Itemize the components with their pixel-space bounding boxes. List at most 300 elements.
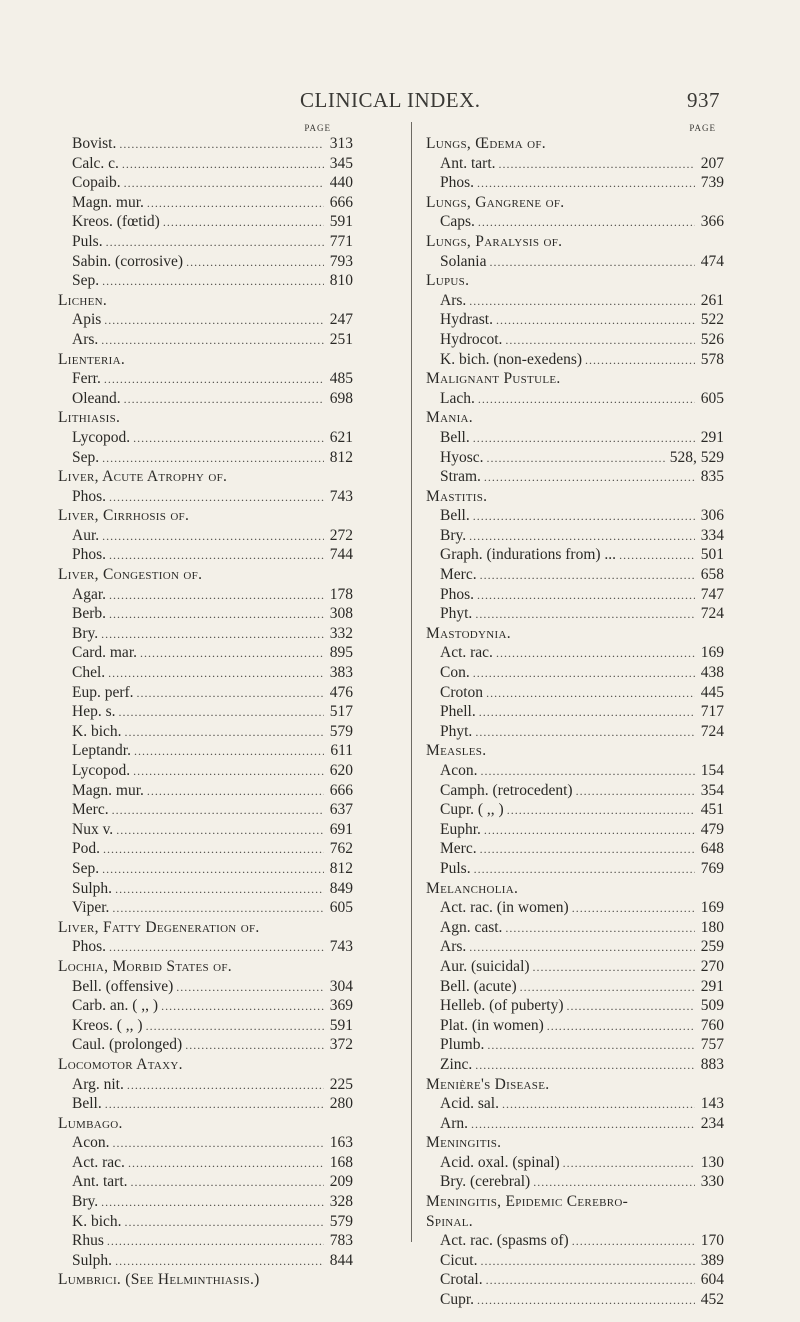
dot-leader	[109, 586, 324, 606]
page-ref: 691	[329, 820, 353, 838]
index-entry	[58, 134, 353, 154]
index-heading: Lochia, Morbid States of.	[58, 957, 232, 975]
remedy-name: Zinc.	[440, 1055, 473, 1073]
page-ref: 883	[700, 1055, 724, 1073]
dot-leader	[505, 331, 695, 351]
index-entry	[426, 1290, 724, 1310]
dot-leader	[475, 605, 695, 625]
dot-leader	[477, 1291, 695, 1311]
index-entry	[426, 526, 724, 546]
remedy-name: Chel.	[72, 664, 106, 682]
dot-leader	[186, 253, 324, 273]
remedy-name: Ars.	[440, 938, 467, 956]
index-entry	[58, 937, 353, 957]
dot-leader	[133, 429, 324, 449]
index-heading: Lungs, Gangrene of.	[426, 193, 565, 211]
remedy-name: Acon.	[440, 762, 478, 779]
dot-leader	[161, 997, 324, 1017]
remedy-name: Berb.	[72, 605, 107, 623]
dot-leader	[480, 1252, 695, 1272]
index-heading: Menière's Disease.	[426, 1075, 550, 1093]
index-entry	[58, 487, 353, 507]
page-ref: 366	[700, 213, 724, 231]
index-heading: Mastitis.	[426, 487, 488, 505]
page-ref: 168	[329, 1153, 353, 1171]
index-entry	[426, 1094, 724, 1114]
page-ref: 345	[329, 154, 353, 172]
dot-leader	[477, 586, 695, 606]
dot-leader	[490, 253, 696, 273]
index-entry	[58, 428, 353, 448]
page-ref: 771	[329, 232, 353, 250]
page-ref: 620	[329, 762, 353, 779]
left-column	[58, 122, 353, 1290]
index-entry	[58, 859, 353, 879]
dot-leader	[102, 527, 324, 547]
index-heading: Measles.	[426, 742, 487, 760]
page-ref: 812	[329, 448, 353, 466]
index-entry	[58, 310, 353, 330]
dot-leader	[133, 762, 324, 782]
remedy-name: Plumb.	[440, 1036, 485, 1054]
remedy-name: Caul. (prolonged)	[72, 1036, 183, 1054]
page-ref: 180	[700, 918, 724, 936]
index-entry	[426, 467, 724, 487]
page-column-label: PAGE	[689, 123, 716, 133]
remedy-name: Nux v.	[72, 820, 114, 838]
page-ref: 760	[700, 1016, 724, 1034]
index-entry	[58, 761, 353, 781]
index-entry	[58, 173, 353, 193]
remedy-name: Ferr.	[72, 370, 101, 388]
index-entry	[58, 1251, 353, 1271]
page-ref: 578	[700, 350, 724, 368]
dot-leader	[480, 840, 695, 860]
right-column	[411, 122, 724, 1309]
index-heading: Liver, Cirrhosis of.	[58, 507, 190, 525]
page-ref: 452	[700, 1291, 724, 1309]
remedy-name: Bell.	[440, 507, 470, 525]
dot-leader	[486, 684, 695, 704]
page-ref: 369	[329, 997, 353, 1015]
remedy-name: Hydrocot.	[440, 330, 503, 348]
remedy-name: Bovist.	[72, 135, 117, 152]
dot-leader	[107, 1232, 324, 1252]
dot-leader	[479, 703, 695, 723]
page-column-label: PAGE	[304, 123, 331, 133]
dot-leader	[116, 821, 324, 841]
dot-leader	[486, 449, 666, 469]
remedy-name: Bry. (cerebral)	[440, 1173, 531, 1191]
index-entry	[426, 310, 724, 330]
remedy-name: Hydrast.	[440, 311, 493, 329]
page-ref: 762	[329, 840, 353, 858]
remedy-name: Bell.	[440, 428, 470, 446]
dot-leader	[109, 546, 324, 566]
index-entry	[426, 781, 724, 801]
index-entry	[58, 702, 353, 722]
remedy-name: Graph. (indurations from) ...	[440, 546, 617, 564]
remedy-name: Crotal.	[440, 1271, 483, 1289]
index-entry	[58, 232, 353, 252]
remedy-name: Phyt.	[440, 605, 473, 623]
remedy-name: Arn.	[440, 1114, 468, 1132]
index-entry	[58, 526, 353, 546]
page-ref: 637	[329, 801, 353, 819]
index-entry	[58, 977, 353, 997]
dot-leader	[547, 1017, 695, 1037]
remedy-name: Agar.	[72, 585, 107, 603]
page-ref: 234	[700, 1114, 724, 1132]
remedy-name: Acon.	[72, 1134, 110, 1152]
dot-leader	[102, 860, 324, 880]
page-ref: 251	[329, 330, 353, 348]
dot-leader	[475, 723, 695, 743]
remedy-name: Oleand.	[72, 389, 121, 407]
remedy-name: Aur. (suicidal)	[440, 957, 530, 975]
index-entry	[58, 1172, 353, 1192]
dot-leader	[475, 1056, 695, 1076]
index-entry	[426, 663, 724, 683]
dot-leader	[131, 1173, 324, 1193]
page-ref: 163	[329, 1134, 353, 1152]
index-entry	[58, 624, 353, 644]
index-entry	[426, 918, 724, 938]
dot-leader	[104, 370, 324, 390]
page-ref: 509	[700, 997, 724, 1015]
index-entry	[58, 1231, 353, 1251]
dot-leader	[520, 978, 695, 998]
dot-leader	[469, 527, 695, 547]
remedy-name: Caps.	[440, 213, 475, 231]
page-ref: 474	[700, 252, 724, 270]
page-ref: 169	[700, 899, 724, 917]
dot-leader	[108, 664, 324, 684]
page-ref: 330	[700, 1173, 724, 1191]
index-entry	[58, 722, 353, 742]
page-ref: 744	[329, 546, 353, 564]
index-entry	[58, 604, 353, 624]
dot-leader	[185, 1036, 324, 1056]
dot-leader	[104, 311, 324, 331]
dot-leader	[147, 782, 324, 802]
page-ref: 517	[329, 703, 353, 721]
remedy-name: Helleb. (of puberty)	[440, 997, 564, 1015]
remedy-name: Bry.	[440, 526, 467, 544]
index-entry	[58, 1035, 353, 1055]
remedy-name: Aur.	[72, 526, 100, 544]
index-heading: Meningitis, Epidemic Cerebro-	[426, 1193, 629, 1211]
dot-leader	[124, 174, 324, 194]
index-heading: Meningitis.	[426, 1134, 502, 1152]
page-ref: 170	[700, 1232, 724, 1250]
page-ref: 259	[700, 938, 724, 956]
index-entry	[426, 643, 724, 663]
dot-leader	[140, 644, 324, 664]
index-entry	[426, 839, 724, 859]
page-ref: 154	[700, 762, 724, 779]
dot-leader	[502, 1095, 695, 1115]
page-ref: 621	[329, 428, 353, 446]
page-ref: 810	[329, 272, 353, 290]
page-ref: 479	[700, 820, 724, 838]
dot-leader	[125, 1213, 324, 1233]
dot-leader	[163, 213, 324, 233]
remedy-name: Camph. (retrocedent)	[440, 781, 573, 799]
page-ref: 528, 529	[669, 448, 724, 466]
remedy-name: Phos.	[440, 585, 475, 603]
remedy-name: Ant. tart.	[440, 154, 496, 172]
page-ref: 354	[700, 781, 724, 799]
index-entry	[426, 154, 724, 174]
index-heading: Melancholia.	[426, 879, 519, 897]
dot-leader	[102, 449, 324, 469]
remedy-name: Act. rac. (in women)	[440, 899, 569, 917]
remedy-name: Copaib.	[72, 174, 121, 192]
page-ref: 526	[700, 330, 724, 348]
index-entry	[426, 683, 724, 703]
index-entry	[58, 643, 353, 663]
remedy-name: Lycopod.	[72, 762, 131, 779]
page-ref: 739	[700, 174, 724, 192]
page-ref: 280	[329, 1095, 353, 1113]
page-ref: 332	[329, 624, 353, 642]
remedy-name: Sulph.	[72, 1251, 113, 1269]
dot-leader	[127, 1076, 324, 1096]
remedy-name: Carb. an. ( ,, )	[72, 997, 159, 1015]
index-entry	[58, 1094, 353, 1114]
index-entry	[426, 173, 724, 193]
remedy-name: Merc.	[440, 566, 477, 584]
page-ref: 769	[700, 859, 724, 877]
remedy-name: Euphr.	[440, 820, 481, 838]
dot-leader	[125, 723, 324, 743]
index-entry	[58, 741, 353, 761]
remedy-name: Puls.	[440, 859, 471, 877]
page-ref: 605	[329, 899, 353, 917]
index-entry	[426, 820, 724, 840]
page-ref: 757	[700, 1036, 724, 1054]
index-entry	[58, 800, 353, 820]
remedy-name: Ars.	[72, 330, 99, 348]
page-ref: 812	[329, 859, 353, 877]
remedy-name: Sep.	[72, 448, 100, 466]
index-entry	[58, 1075, 353, 1095]
page-ref: 291	[700, 977, 724, 995]
remedy-name: Bell.	[72, 1095, 102, 1113]
index-heading: Lungs, Œdema of.	[426, 135, 546, 152]
index-entry	[426, 996, 724, 1016]
index-entry	[426, 702, 724, 722]
remedy-name: Phos.	[72, 487, 107, 505]
dot-leader	[115, 1252, 324, 1272]
index-entry	[426, 1114, 724, 1134]
index-heading: Liver, Congestion of.	[58, 566, 203, 584]
dot-leader	[469, 938, 695, 958]
index-entry	[426, 1016, 724, 1036]
index-entry	[426, 1172, 724, 1192]
index-entry	[58, 252, 353, 272]
remedy-name: Act. rac. (spasms of)	[440, 1232, 569, 1250]
index-entry	[58, 212, 353, 232]
index-entry	[58, 1212, 353, 1232]
remedy-name: K. bich.	[72, 1212, 122, 1230]
index-entry	[426, 585, 724, 605]
remedy-name: Merc.	[440, 840, 477, 858]
page-ref: 611	[330, 742, 353, 760]
remedy-name: K. bich. (non-exedens)	[440, 350, 583, 368]
index-heading: Mastodynia.	[426, 624, 511, 642]
remedy-name: Ant. tart.	[72, 1173, 128, 1191]
index-entry	[426, 957, 724, 977]
page-ref: 849	[329, 879, 353, 897]
index-entry	[426, 350, 724, 370]
page-ref: 605	[700, 389, 724, 407]
remedy-name: Bell. (acute)	[440, 977, 517, 995]
page-ref: 895	[329, 644, 353, 662]
index-entry	[426, 1270, 724, 1290]
remedy-name: Bell. (offensive)	[72, 977, 174, 995]
remedy-name: Stram.	[440, 468, 481, 486]
dot-leader	[473, 429, 695, 449]
index-heading: Spinal.	[426, 1212, 473, 1230]
remedy-name: Sabin. (corrosive)	[72, 252, 184, 270]
remedy-name: Kreos. ( ,, )	[72, 1016, 143, 1034]
index-entry	[426, 1251, 724, 1271]
remedy-name: Magn. mur.	[72, 781, 144, 799]
index-heading: Lumbago.	[58, 1114, 123, 1132]
index-entry	[426, 1153, 724, 1173]
dot-leader	[505, 919, 695, 939]
index-entry	[426, 428, 724, 448]
dot-leader	[469, 292, 695, 312]
dot-leader	[112, 801, 324, 821]
index-list-left	[58, 134, 353, 1290]
index-heading: Lichen.	[58, 291, 108, 309]
page-ref: 793	[329, 252, 353, 270]
dot-leader	[119, 135, 324, 155]
page-title: CLINICAL INDEX.	[300, 88, 481, 112]
index-heading: Lungs, Paralysis of.	[426, 232, 563, 250]
page-ref: 445	[700, 683, 724, 701]
remedy-name: Phos.	[72, 546, 107, 564]
page-ref: 272	[329, 526, 353, 544]
dot-leader	[486, 1271, 695, 1291]
page-ref: 666	[329, 193, 353, 211]
index-entry	[58, 898, 353, 918]
dot-leader	[134, 742, 324, 762]
dot-leader	[480, 762, 695, 782]
page-ref: 209	[329, 1173, 353, 1191]
dot-leader	[473, 664, 695, 684]
page-ref: 783	[329, 1232, 353, 1250]
remedy-name: Lach.	[440, 389, 475, 407]
index-entry	[426, 800, 724, 820]
page-ref: 313	[329, 135, 353, 152]
remedy-name: Puls.	[72, 232, 103, 250]
dot-leader	[147, 194, 324, 214]
remedy-name: Kreos. (fœtid)	[72, 213, 160, 231]
dot-leader	[484, 821, 695, 841]
dot-leader	[471, 1115, 695, 1135]
dot-leader	[109, 938, 324, 958]
remedy-name: Agn. cast.	[440, 918, 503, 936]
index-entry	[58, 1153, 353, 1173]
index-entry	[426, 545, 724, 565]
remedy-name: Hep. s.	[72, 703, 116, 721]
page-ref: 717	[700, 703, 724, 721]
page-ref: 207	[700, 154, 724, 172]
remedy-name: Pod.	[72, 840, 100, 858]
page-ref: 328	[329, 1193, 353, 1211]
page-ref: 835	[700, 468, 724, 486]
remedy-name: Eup. perf.	[72, 683, 134, 701]
index-entry	[58, 683, 353, 703]
page-ref: 724	[700, 605, 724, 623]
dot-leader	[112, 899, 324, 919]
remedy-name: Calc. c.	[72, 154, 119, 172]
index-entry	[426, 722, 724, 742]
index-heading: Lienteria.	[58, 350, 126, 368]
page-ref: 579	[329, 722, 353, 740]
index-entry	[58, 1133, 353, 1153]
page-ref: 372	[329, 1036, 353, 1054]
remedy-name: Sulph.	[72, 879, 113, 897]
index-entry	[426, 1231, 724, 1251]
index-entry	[426, 506, 724, 526]
page-ref: 389	[700, 1251, 724, 1269]
remedy-name: K. bich.	[72, 722, 122, 740]
index-entry	[426, 859, 724, 879]
index-heading: Lithiasis.	[58, 409, 121, 427]
dot-leader	[496, 644, 695, 664]
dot-leader	[576, 782, 695, 802]
remedy-name: Lycopod.	[72, 428, 131, 446]
dot-leader	[480, 566, 695, 586]
remedy-name: Cupr. ( ,, )	[440, 801, 504, 819]
index-heading: Malignant Pustule.	[426, 370, 561, 388]
index-entry	[426, 604, 724, 624]
dot-leader	[146, 1017, 324, 1037]
index-entry	[58, 839, 353, 859]
dot-leader	[567, 997, 695, 1017]
index-entry	[426, 1055, 724, 1075]
index-entry	[426, 761, 724, 781]
dot-leader	[128, 1154, 324, 1174]
dot-leader	[572, 899, 695, 919]
dot-leader	[122, 155, 324, 175]
index-heading: Lumbrici. (See Helminthiasis.)	[58, 1271, 260, 1289]
remedy-name: Ars.	[440, 291, 467, 309]
page-ref: 485	[329, 370, 353, 388]
page-ref: 438	[700, 664, 724, 682]
page-ref: 247	[329, 311, 353, 329]
page-ref: 501	[700, 546, 724, 564]
index-entry	[58, 330, 353, 350]
remedy-name: Leptandr.	[72, 742, 131, 760]
dot-leader	[101, 1193, 324, 1213]
index-entry	[426, 212, 724, 232]
remedy-name: Apis	[72, 311, 102, 329]
page-ref: 308	[329, 605, 353, 623]
index-entry	[426, 291, 724, 311]
page-ref: 844	[329, 1251, 353, 1269]
index-entry	[58, 781, 353, 801]
dot-leader	[478, 213, 695, 233]
remedy-name: Act. rac.	[72, 1153, 125, 1171]
index-entry	[58, 389, 353, 409]
index-entry	[58, 585, 353, 605]
